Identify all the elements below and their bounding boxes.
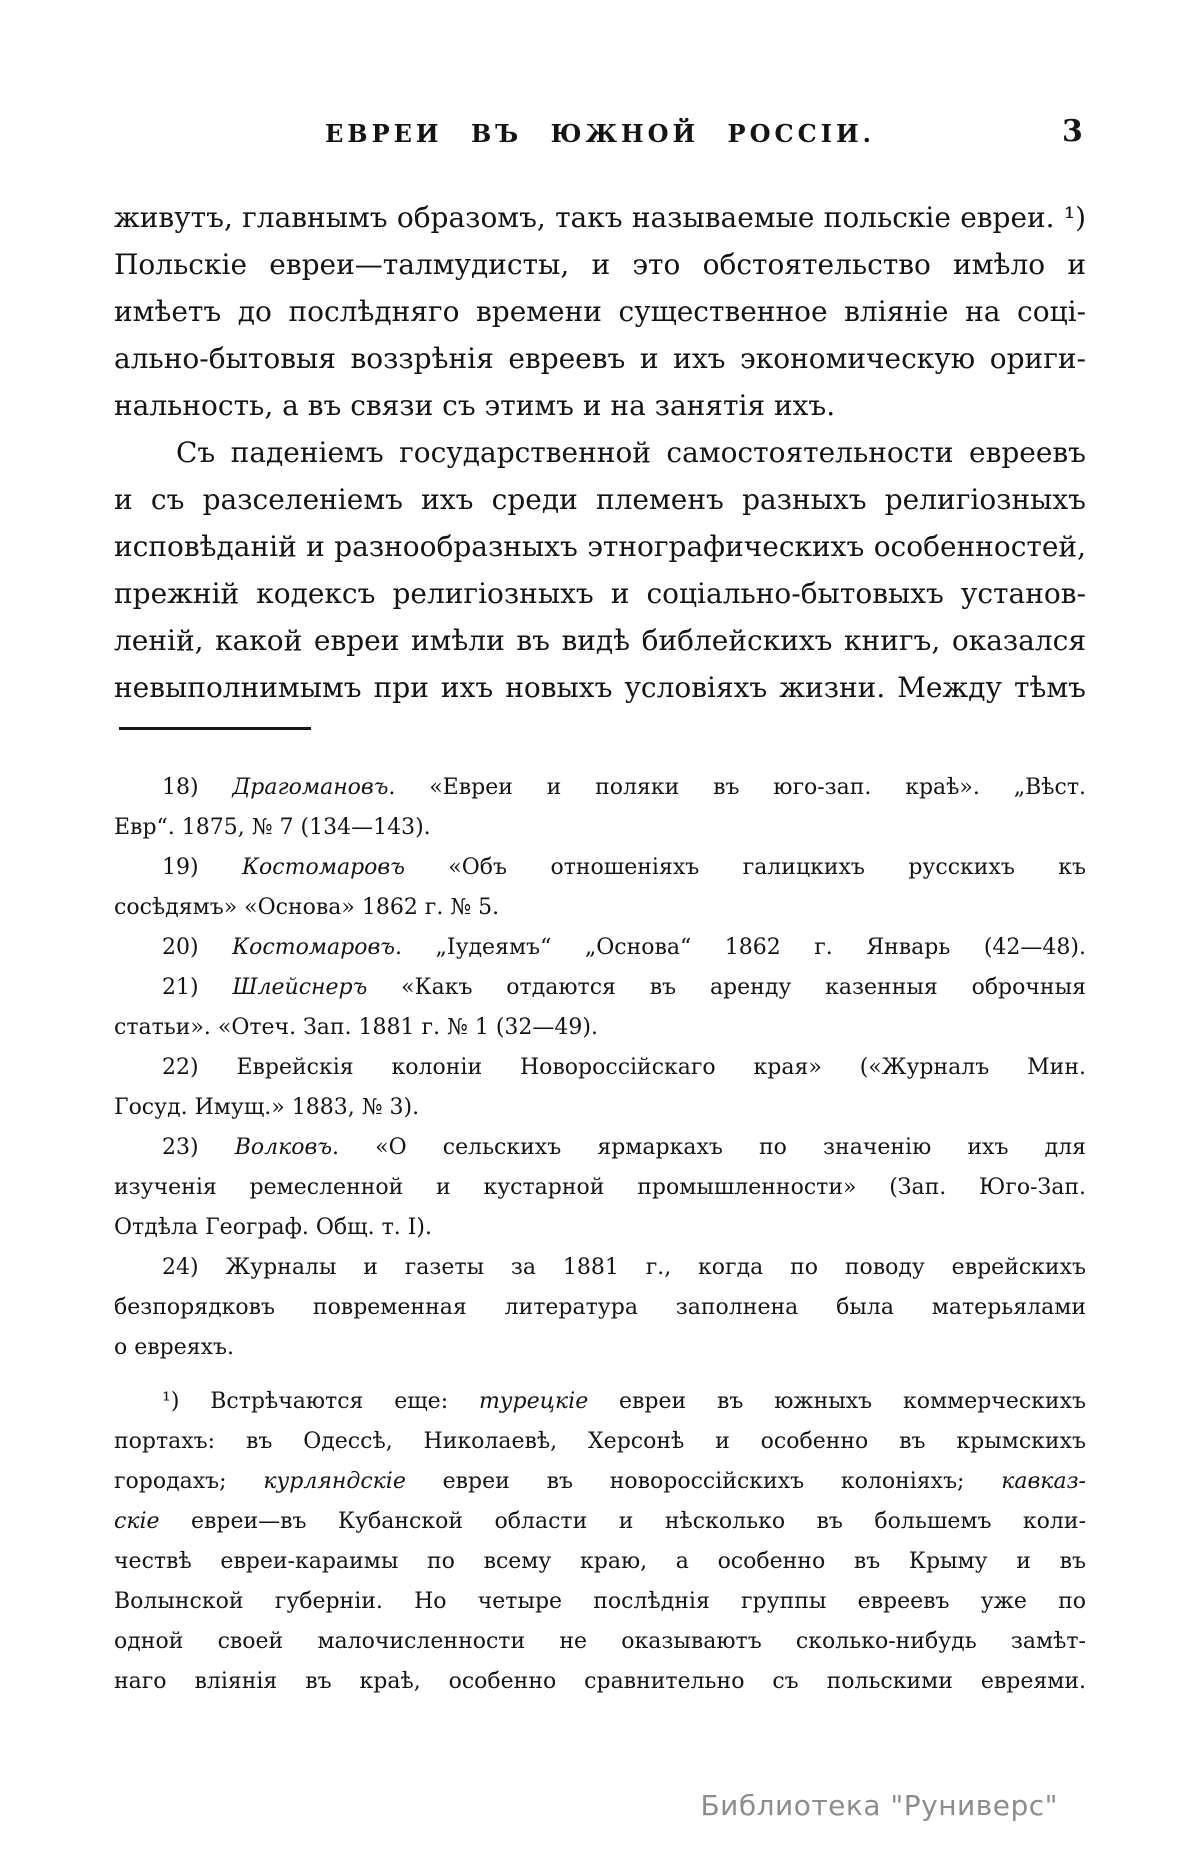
paragraph [114, 429, 1086, 711]
text-segment: безпорядковъ повременная литература заполнена была матерьялами [114, 1295, 1086, 1320]
text-line [114, 617, 1086, 664]
footnotes-section [114, 768, 1086, 1702]
text-line [114, 1288, 1086, 1328]
text-segment: исповѣданій и разнообразныхъ этнографическихъ особенностей, [114, 530, 1086, 563]
text-segment: 21) [162, 975, 233, 1000]
text-line [114, 1208, 1086, 1248]
text-line [114, 382, 1086, 429]
text-line [114, 570, 1086, 617]
text-segment: Волынской губерніи. Но четыре послѣднія группы евреевъ уже по [114, 1589, 1086, 1614]
text-line [114, 1382, 1086, 1422]
text-segment: евреи въ новороссійскихъ колоніяхъ; [405, 1469, 1002, 1494]
italic-term: Драгомановъ [232, 775, 389, 800]
footnote-item [114, 768, 1086, 848]
main-text [114, 194, 1086, 711]
text-segment: 18) [162, 775, 233, 800]
footnote-item [114, 848, 1086, 928]
text-segment: невыполнимымъ при ихъ новыхъ условіяхъ жизни. Между тѣмъ [114, 671, 1086, 704]
text-segment: . «Евреи и поляки въ юго-зап. краѣ». „Вѣст. [388, 775, 1087, 800]
text-line [114, 1542, 1086, 1582]
page-number: 3 [1062, 114, 1083, 149]
text-segment: евреи въ южныхъ коммерческихъ [588, 1389, 1086, 1414]
text-segment: о евреяхъ. [114, 1335, 235, 1360]
text-segment: чествѣ евреи-караимы по всему краю, а особенно въ Крыму и въ [114, 1549, 1086, 1574]
text-segment: живутъ, главнымъ образомъ, такъ называемые польскіе евреи. ¹) [114, 201, 1086, 234]
text-segment: Съ паденіемъ государственной самостоятельности евреевъ [176, 436, 1086, 469]
footnote-item [114, 1248, 1086, 1368]
italic-term: Волковъ [234, 1135, 332, 1160]
italic-term: Костомаровъ [232, 935, 395, 960]
text-segment: «Какъ отдаются въ аренду казенныя оброчныя [367, 975, 1086, 1000]
text-line [114, 1422, 1086, 1462]
text-line [114, 808, 1086, 848]
footnote-item [114, 928, 1086, 968]
text-line [114, 1662, 1086, 1702]
text-line [114, 1048, 1086, 1088]
text-line [114, 848, 1086, 888]
text-segment: сосѣдямъ» «Основа» 1862 г. № 5. [114, 895, 500, 920]
text-line [114, 476, 1086, 523]
library-watermark: Библиотека "Руниверс" [700, 1789, 1058, 1822]
text-segment: Евр“. 1875, № 7 (134—143). [114, 815, 431, 840]
text-segment: статьи». «Отеч. Зап. 1881 г. № 1 (32—49). [114, 1015, 598, 1040]
text-line [114, 1462, 1086, 1502]
text-segment: наго вліянія въ краѣ, особенно сравнительно съ польскими евреями. [114, 1669, 1086, 1694]
text-segment: 24) Журналы и газеты за 1881 г., когда по поводу еврейскихъ [162, 1255, 1086, 1280]
italic-term: Шлейснеръ [232, 975, 368, 1000]
text-line [114, 194, 1086, 241]
italic-term: Костомаровъ [242, 855, 405, 880]
text-line [114, 1008, 1086, 1048]
text-line [114, 1168, 1086, 1208]
text-line [114, 288, 1086, 335]
text-line [114, 335, 1086, 382]
text-segment: евреи—въ Кубанской области и нѣсколько въ большемъ коли- [159, 1509, 1086, 1534]
text-line [114, 1248, 1086, 1288]
text-segment: 19) [162, 855, 243, 880]
text-line [114, 523, 1086, 570]
text-line [114, 1622, 1086, 1662]
text-segment: 22) Еврейскія колоніи Новороссійскаго края» («Журналъ Мин. [162, 1055, 1086, 1080]
text-line [114, 241, 1086, 288]
footnote-item [114, 1048, 1086, 1128]
text-line [114, 968, 1086, 1008]
text-segment: одной своей малочисленности не оказываютъ сколько-нибудь замѣт- [114, 1629, 1086, 1654]
text-segment: портахъ: въ Одессѣ, Николаевѣ, Херсонѣ и особенно въ крымскихъ [114, 1429, 1086, 1454]
paragraph [114, 194, 1086, 429]
text-line [114, 928, 1086, 968]
text-segment: Польскіе евреи—талмудисты, и это обстоятельство имѣло и [114, 248, 1086, 281]
text-segment: имѣетъ до послѣдняго времени существенное вліяніе на соці- [114, 295, 1086, 328]
italic-term: скіе [114, 1509, 160, 1534]
text-line [114, 1128, 1086, 1168]
text-segment: . «О сельскихъ ярмаркахъ по значенію ихъ для [332, 1135, 1086, 1160]
text-segment: нальность, а въ связи съ этимъ и на занятія ихъ. [114, 389, 836, 422]
italic-term: кавказ- [1001, 1469, 1086, 1494]
text-segment: Отдѣла Географ. Общ. т. I). [114, 1215, 433, 1240]
text-segment: . „Іудеямъ“ „Основа“ 1862 г. Январь (42—48). [394, 935, 1086, 960]
text-segment: изученія ремесленной и кустарной промышленности» (Зап. Юго-Зап. [114, 1175, 1086, 1200]
text-segment: и съ разселеніемъ ихъ среди племенъ разныхъ религіозныхъ [114, 483, 1086, 516]
running-title: ЕВРЕИ ВЪ ЮЖНОЙ РОССІИ. [325, 119, 875, 148]
footnote-item [114, 1382, 1086, 1702]
text-line [114, 888, 1086, 928]
text-segment: ально-бытовыя воззрѣнія евреевъ и ихъ экономическую ориги- [114, 342, 1086, 375]
text-line [114, 1328, 1086, 1368]
text-line [114, 1582, 1086, 1622]
text-line [114, 768, 1086, 808]
text-line [114, 1088, 1086, 1128]
text-segment: городахъ; [114, 1469, 264, 1494]
text-segment: 20) [162, 935, 233, 960]
text-segment: Госуд. Имущ.» 1883, № 3). [114, 1095, 420, 1120]
italic-term: курляндскіе [263, 1469, 406, 1494]
footnote-item [114, 968, 1086, 1048]
footnote-item [114, 1128, 1086, 1248]
text-segment: ¹) Встрѣчаются еще: [162, 1389, 479, 1414]
italic-term: турецкіе [478, 1389, 589, 1414]
text-line [114, 429, 1086, 476]
text-line [114, 664, 1086, 711]
text-segment: 23) [162, 1135, 235, 1160]
text-line [114, 1502, 1086, 1542]
text-segment: прежній кодексъ религіозныхъ и соціально-бытовыхъ установ- [114, 577, 1086, 610]
text-segment: «Объ отношеніяхъ галицкихъ русскихъ къ [404, 855, 1087, 880]
footnote-separator-rule [119, 727, 311, 730]
text-segment: леній, какой евреи имѣли въ видѣ библейскихъ книгъ, оказался [114, 624, 1086, 657]
